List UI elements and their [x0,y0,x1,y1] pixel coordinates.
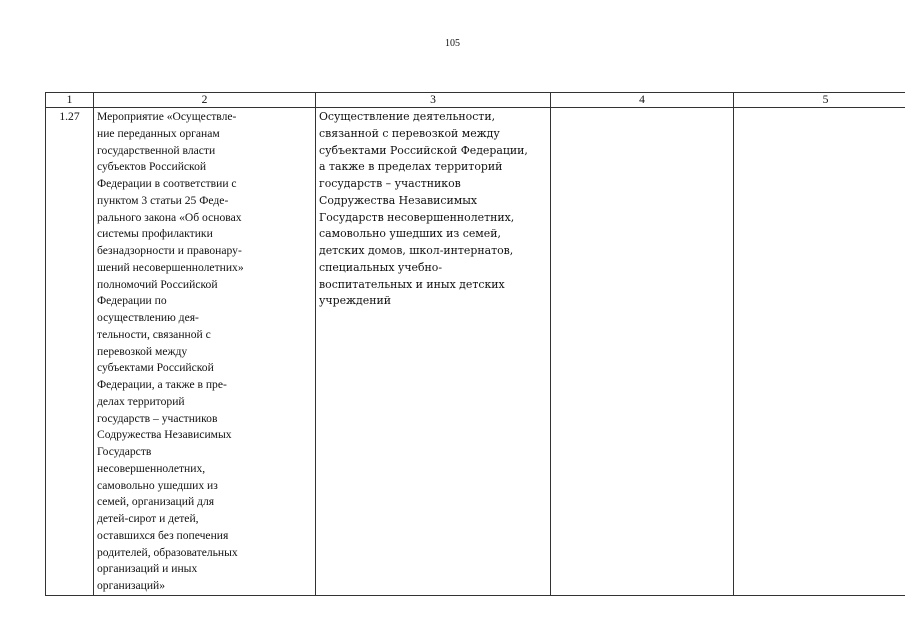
event-line: полномочий Российской [97,277,218,291]
event-line: делах территорий [97,394,185,408]
event-line: оставшихся без попечения [97,528,229,542]
event-line: Государств [97,445,152,458]
description-line: а также в пределах территорий [319,160,503,174]
row-number-cell: 1.27 [46,108,94,596]
description-line: учреждений [319,294,391,308]
column-header-4: 4 [551,93,734,108]
event-line: пунктом 3 статьи 25 Феде- [97,193,229,207]
description-line: воспитательных и иных детских [319,277,505,291]
description-line: самовольно ушедших из семей, [319,227,501,241]
event-cell [94,108,316,596]
event-line: Федерации в соответствии с [97,177,237,190]
event-line: осуществлению дея- [97,311,199,324]
column-header-3: 3 [316,93,551,108]
table-header-row [46,93,905,108]
table-row [46,108,905,596]
event-line: организаций и иных [97,562,198,576]
column-header-5: 5 [734,93,905,108]
column-4-cell [551,108,734,596]
event-line: родителей, образовательных [97,545,238,559]
column-header-1: 1 [46,93,94,108]
event-line: семей, организаций для [97,495,215,509]
event-line: Содружества Независимых [97,428,232,442]
event-line: перевозкой между [97,344,188,358]
event-line: государственной власти [97,143,216,157]
event-line: детей-сирот и детей, [97,512,199,525]
event-line: несовершеннолетних, [97,461,206,475]
description-cell [316,108,551,596]
page-number: 105 [445,38,460,49]
event-line: тельности, связанной с [97,327,211,341]
event-line: организаций» [97,579,166,592]
document-table [45,92,905,596]
column-header-2: 2 [94,93,316,108]
description-line: Содружества Независимых [319,193,478,207]
event-line: шений несовершеннолетних» [97,260,244,274]
description-line: специальных учебно- [319,260,443,274]
column-5-cell [734,108,905,596]
event-line: государств – участников [97,411,218,425]
description-line: государств – участников [319,177,461,190]
event-line: самовольно ушедших из [97,478,218,492]
description-line: субъектами Российской Федерации, [319,143,528,157]
event-line: Федерации, а также в пре- [97,378,227,391]
event-line: Федерации по [97,294,167,308]
description-line: связанной с перевозкой между [319,126,500,140]
event-line: безнадзорности и правонару- [97,244,242,257]
event-line: субъектов Российской [97,160,207,174]
description-line: Осуществление деятельности, [319,110,496,123]
description-line: детских домов, школ-интернатов, [319,244,514,257]
event-line: системы профилактики [97,227,213,241]
event-line: субъектами Российской [97,361,214,375]
event-line: Мероприятие «Осуществле- [97,110,237,123]
event-line: ние переданных органам [97,126,220,140]
description-line: Государств несовершеннолетних, [319,210,515,224]
event-line: рального закона «Об основах [97,210,242,224]
